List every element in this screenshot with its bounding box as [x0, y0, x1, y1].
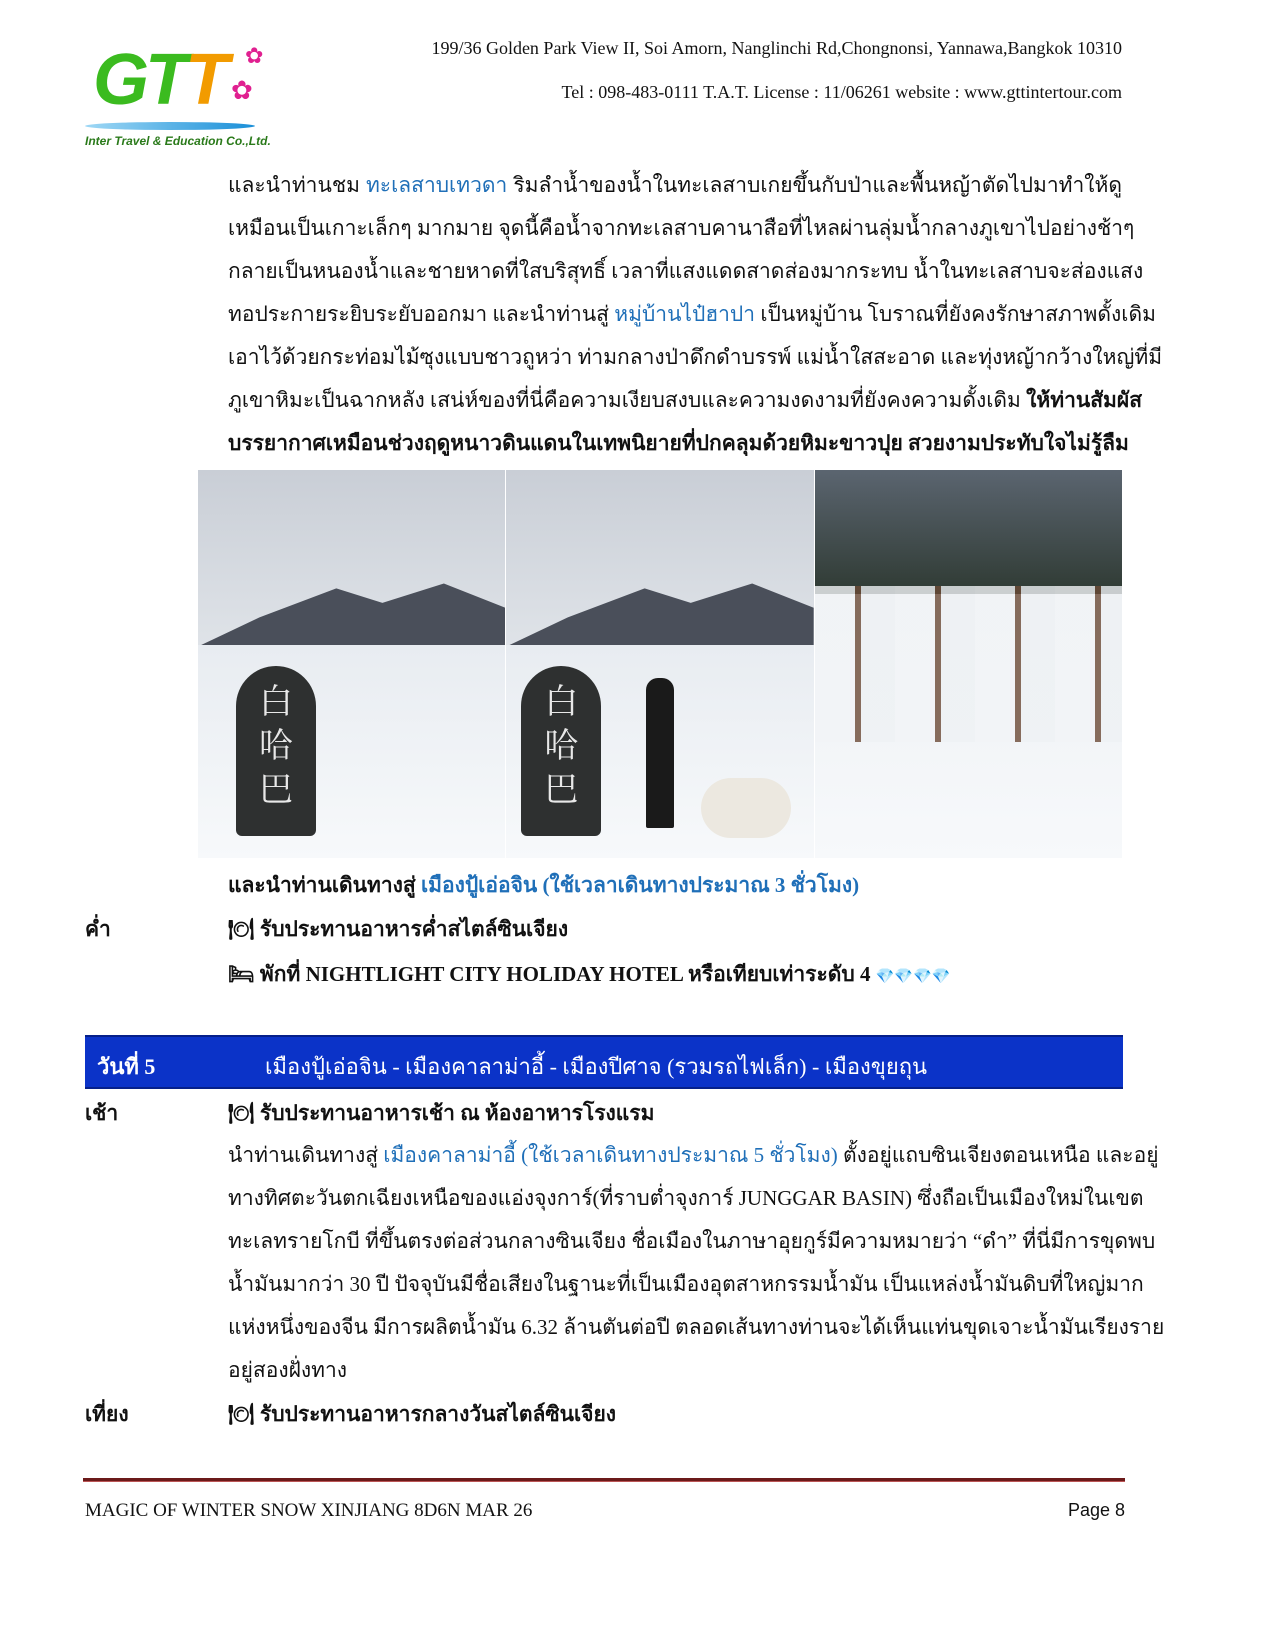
plate-icon: 🍽 — [228, 917, 255, 941]
logo-text: GTT — [93, 40, 225, 120]
paragraph-line: นำท่านเดินทางสู่ เมืองคาลาม่าอี้ (ใช้เวลาเดินทางประมาณ 5 ชั่วโมง) ตั้งอยู่แถบซินเจียงตอนเหนือ และอยู่ — [228, 1143, 1159, 1167]
paragraph-line: เอาไว้ด้วยกระท่อมไม้ซุงแบบชาวถูหว่า ท่ามกลางป่าดึกดำบรรพ์ แม่น้ำใสสะอาด และทุ่งหญ้ากว้างใหญ่ที่มี — [228, 345, 1163, 369]
paragraph-line: ทะเลทรายโกบี ที่ขึ้นตรงต่อส่วนกลางซินเจียง ชื่อเมืองในภาษาอุยกูร์มีความหมายว่า “ดำ” ที่นี่มีการขุดพบ — [228, 1229, 1156, 1253]
meal-label-breakfast: เช้า — [85, 1101, 119, 1125]
paragraph-line: อยู่สองฝั่งทาง — [228, 1358, 348, 1382]
day-number: วันที่ 5 — [97, 1054, 156, 1079]
bed-icon: 🛏 — [228, 962, 255, 986]
paragraph-line: แห่งหนึ่งของจีน มีการผลิตน้ำมัน 6.32 ล้านตันต่อปี ตลอดเส้นทางท่านจะได้เห็นแท่นขุดเจาะน้ำมันเรียงราย — [228, 1315, 1165, 1339]
place-highlight: ทะเลสาบเทวดา — [365, 173, 508, 197]
diamond-rating-icon: 💎💎💎💎 — [875, 969, 951, 985]
photo-snowy-village — [815, 470, 1123, 858]
paragraph-line: ทอประกายระยิบระยับออกมา และนำท่านสู่ หมู่บ้านไป๋ฮาปา เป็นหมู่บ้าน โบราณที่ยังคงรักษาสภาพดั้งเดิม — [228, 302, 1156, 326]
plate-icon: 🍽 — [228, 1101, 255, 1125]
company-contact: Tel : 098-483-0111 T.A.T. License : 11/06261 website : www.gttintertour.com — [561, 82, 1122, 102]
hotel-line: 🛏 พักที่ NIGHTLIGHT CITY HOLIDAY HOTEL หรือเทียบเท่าระดับ 4 💎💎💎💎 — [228, 962, 951, 986]
place-highlight: หมู่บ้านไป๋ฮาปา — [614, 302, 756, 326]
logo-swoosh — [85, 122, 255, 130]
meal-label-dinner: ค่ำ — [85, 917, 111, 941]
flower-icon: ✿ — [245, 44, 264, 69]
flower-icon: ✿ — [231, 76, 253, 106]
breakfast-line: 🍽 รับประทานอาหารเช้า ณ ห้องอาหารโรงแรม — [228, 1101, 655, 1125]
photo-collage — [198, 470, 1123, 858]
meal-label-lunch: เที่ยง — [85, 1402, 129, 1426]
company-address: 199/36 Golden Park View II, Soi Amorn, Nanglinchi Rd,Chongnonsi, Yannawa,Bangkok 10310 — [431, 38, 1122, 58]
day-route: เมืองปู้เอ่อจิน - เมืองคาลาม่าอี้ - เมืองปีศาจ (รวมรถไฟเล็ก) - เมืองขุยถุน — [265, 1054, 928, 1079]
paragraph-line: กลายเป็นหนองน้ำและชายหาดที่ใสบริสุทธิ์ เวลาที่แสงแดดสาดส่องมากระทบ น้ำในทะเลสาบจะส่องแสง — [228, 259, 1144, 283]
paragraph-line: และนำท่านชม ทะเลสาบเทวดา ริมลำน้ำของน้ำในทะเลสาบเกยขึ้นกับป่าและพื้นหญ้าตัดไปมาทำให้ดู — [228, 173, 1123, 197]
dog-figure — [701, 778, 791, 838]
photo-baihaba-stone — [198, 470, 506, 858]
logo-subtitle: Inter Travel & Education Co.,Ltd. — [85, 134, 271, 148]
paragraph-line: ทางทิศตะวันตกเฉียงเหนือของแอ่งจุงการ์(ที่ราบต่ำจุงการ์ JUNGGAR BASIN) ซึ่งถือเป็นเมืองใหม่ในเขต — [228, 1186, 1144, 1210]
gtt-logo — [85, 40, 270, 155]
paragraph-line: น้ำมันมากว่า 30 ปี ปัจจุบันมีชื่อเสียงในฐานะที่เป็นเมืองอุตสาหกรรมน้ำมัน เป็นแหล่งน้ำมันดิบที่ใหญ่มาก — [228, 1272, 1144, 1296]
plate-icon: 🍽 — [228, 1402, 255, 1426]
travel-line: และนำท่านเดินทางสู่ เมืองปู้เอ่อจิน (ใช้เวลาเดินทางประมาณ 3 ชั่วโมง) — [228, 873, 860, 897]
dinner-line: 🍽 รับประทานอาหารค่ำสไตล์ซินเจียง — [228, 917, 569, 941]
day-header — [85, 1035, 1123, 1089]
page-number: Page 8 — [1067, 1500, 1125, 1520]
paragraph-line: ภูเขาหิมะเป็นฉากหลัง เสน่ห์ของที่นี่คือความเงียบสงบและความงดงามที่ยังคงความดั้งเดิม ให้ท่านสัมผัส — [228, 388, 1143, 412]
photo-stone-with-dog — [506, 470, 814, 858]
paragraph-line: บรรยากาศเหมือนช่วงฤดูหนาวดินแดนในเทพนิยายที่ปกคลุมด้วยหิมะขาวปุย สวยงามประทับใจไม่รู้ลืม — [228, 431, 1129, 455]
lunch-line: 🍽 รับประทานอาหารกลางวันสไตล์ซินเจียง — [228, 1402, 617, 1426]
footer-divider — [83, 1478, 1125, 1482]
carved-stone: 白哈巴 — [236, 666, 316, 836]
carved-stone: 白哈巴 — [521, 666, 601, 836]
footer-title: MAGIC OF WINTER SNOW XINJIANG 8D6N MAR 26 — [85, 1500, 533, 1521]
person-figure — [646, 678, 674, 828]
paragraph-line: เหมือนเป็นเกาะเล็กๆ มากมาย จุดนี้คือน้ำจากทะเลสาบคานาสือที่ไหลผ่านลุ่มน้ำกลางภูเขาไปอย่างช้าๆ — [228, 216, 1135, 240]
